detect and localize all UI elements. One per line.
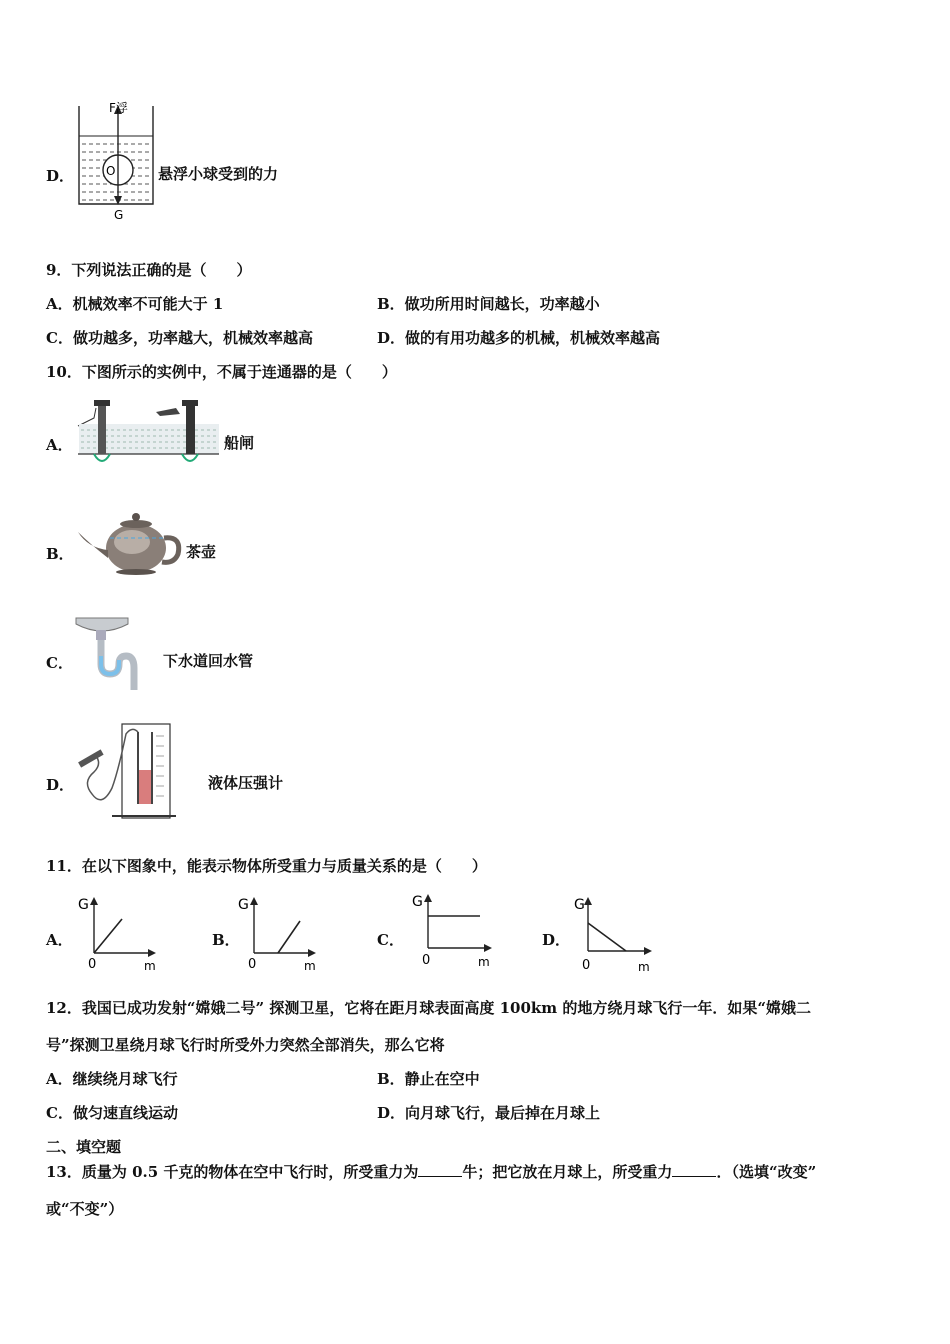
q10-option-b-label: B． [46,545,74,563]
q10-option-c-caption: 下水道回水管 [163,652,254,670]
q11-option-d-label: D． [542,931,571,949]
q10-option-d-caption: 液体压强计 [208,774,284,792]
graph-a [78,893,158,973]
pressure-gauge-image [72,722,182,822]
section-title: 二、填空题 [46,1138,122,1156]
q13-part1: 13．质量为 0.5 千克的物体在空中飞行时，所受重力为 [46,1163,419,1181]
graph-a-y-label: G [78,897,89,913]
q13-part2: 牛；把它放在月球上，所受重力 [462,1163,673,1181]
q10-option-a-label: A． [46,436,73,454]
q13-blank-1[interactable] [418,1162,462,1177]
q12-option-b: B．静止在空中 [377,1070,480,1088]
graph-d-y-label: G [574,897,585,913]
q11-stem: 11．在以下图象中，能表示物体所受重力与质量关系的是（ ） [46,857,487,875]
q13-stem-line2: 或“不变”） [46,1200,124,1218]
graph-b-y-label: G [238,897,249,913]
ball-center-label: O [106,164,116,178]
graph-d [572,893,662,973]
q13-blank-2[interactable] [672,1162,716,1177]
gravity-label: G [114,208,124,222]
teapot-image [74,508,184,578]
q10-option-b-caption: 茶壶 [186,543,217,561]
q11-option-b-label: B． [212,931,240,949]
graph-c-origin-label: 0 [422,953,431,968]
q12-option-d: D．向月球飞行，最后掉在月球上 [377,1104,601,1122]
q12-stem-line2: 号”探测卫星绕月球飞行时所受外力突然全部消失，那么它将 [46,1036,445,1054]
ship-lock-image [76,396,221,466]
q13-stem-line1 [46,1162,816,1182]
graph-c-x-label: m [478,955,490,969]
q10-option-c-label: C． [46,654,73,672]
q12-option-a: A．继续绕月球飞行 [46,1070,178,1088]
sewer-trap-image [74,612,138,692]
q8-option-d-caption: 悬浮小球受到的力 [158,165,279,183]
q10-option-d-label: D． [46,776,75,794]
q9-option-b: B．做功所用时间越长，功率越小 [377,295,600,313]
q9-option-a: A．机械效率不可能大于 1 [46,295,224,313]
graph-b-x-label: m [304,959,316,973]
graph-d-x-label: m [638,960,650,974]
graph-d-origin-label: 0 [582,958,591,973]
q11-option-a-label: A． [46,931,73,949]
q9-stem: 9．下列说法正确的是（ ） [46,261,252,279]
graph-b-origin-label: 0 [248,957,257,972]
graph-b [238,893,318,973]
q8-option-d-label: D． [46,167,75,185]
q12-option-c: C．做匀速直线运动 [46,1104,178,1122]
graph-c [410,890,500,970]
q12-stem-line1: 12．我国已成功发射“嫦娥二号” 探测卫星，它将在距月球表面高度 100km 的地方绕月球飞行一年．如果“嫦娥二 [46,999,812,1017]
q10-option-a-caption: 船闸 [224,434,255,452]
q13-part3: ．（选填“改变” [716,1163,817,1181]
suspended-ball-diagram [76,100,156,220]
graph-c-y-label: G [412,894,423,910]
q10-stem: 10．下图所示的实例中，不属于连通器的是（ ） [46,363,397,381]
q11-option-c-label: C． [377,931,404,949]
buoyancy-label: F浮 [109,101,128,115]
q9-option-d: D．做的有用功越多的机械，机械效率越高 [377,329,661,347]
graph-a-x-label: m [144,959,156,973]
graph-a-origin-label: 0 [88,957,97,972]
q9-option-c: C．做功越多，功率越大，机械效率越高 [46,329,313,347]
